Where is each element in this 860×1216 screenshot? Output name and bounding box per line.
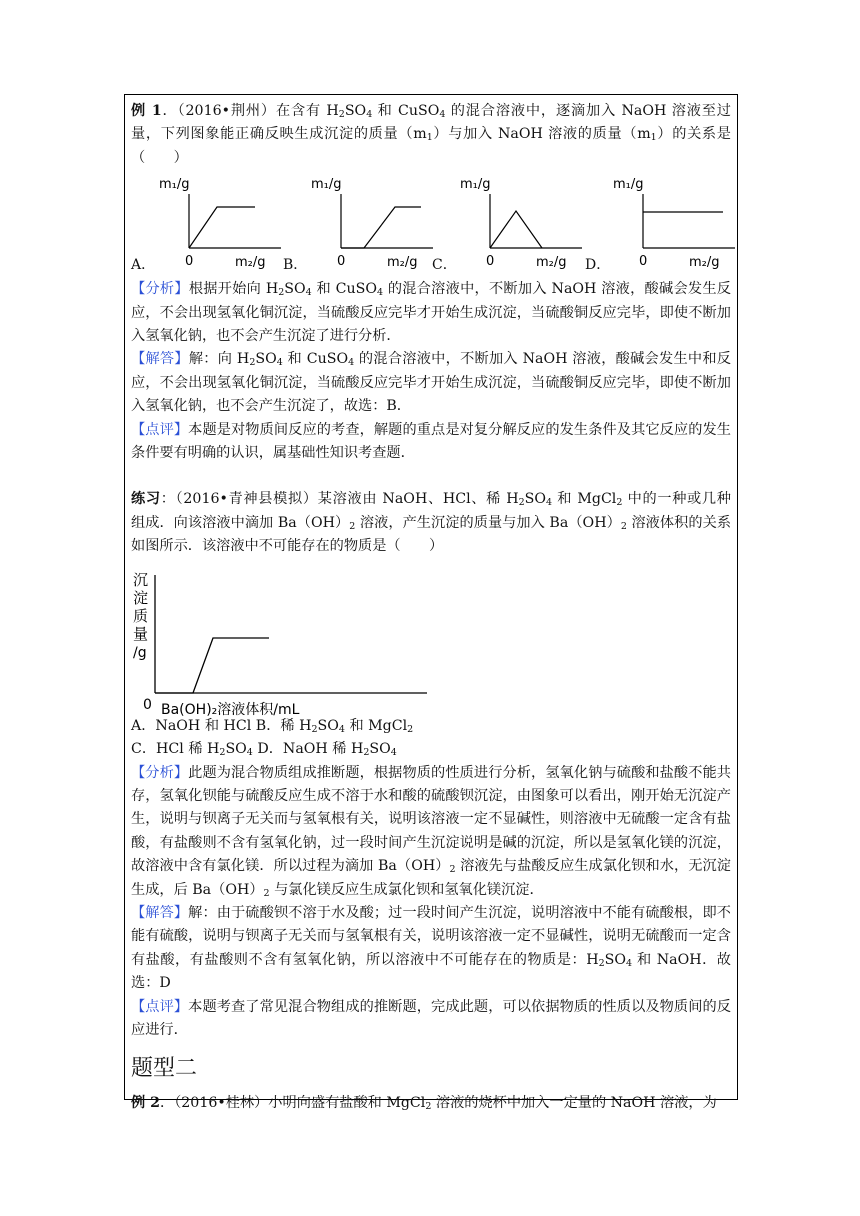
practice-question: 练习：（2016•青神县模拟）某溶液由 NaOH、HCl、稀 $H_2SO_4$ 和 MgCl$_2$ 中的一种或几种 组成．向该溶液中滴加 $Ba(OH)_2$ 溶液，产生沉淀的质量与加入 $Ba(OH)_2$ 溶液体积的关系如图所示．该溶液中不可能存在的物质是（ ） — [131, 491, 746, 555]
practice-ylabel-char-1: 沉 — [133, 570, 149, 589]
example-1-lead: 例 1 — [131, 103, 162, 119]
option-d-ylabel: m₁/g — [613, 177, 644, 193]
practice-curve — [155, 638, 269, 693]
practice-answer: 【解答】解：由于硫酸钡不溶于水及酸；过一段时间产生沉淀，说明溶液中不能有硫酸根，即不能有硫酸，说明与钡离子无关而与氢氧根有关，说明该溶液一定不显碱性，说明无硫酸而一定含有盐酸，有盐酸则不含有氢氧化钠，所以溶液中不可能存在的物质是：$H_2SO_4$ 和 NaOH．故选：D — [131, 904, 731, 992]
practice-ylabel-char-5: /g — [133, 644, 147, 661]
practice-xlabel: Ba(OH)₂溶液体积/mL — [161, 701, 300, 718]
practice-lead: 练习 — [131, 491, 161, 508]
option-d-graph — [611, 170, 741, 278]
option-b-ylabel: m₁/g — [311, 177, 342, 193]
practice-ylabel-char-2: 淀 — [133, 588, 149, 607]
option-b-label: B． — [283, 257, 308, 274]
example-1-answer: 【解答】解：向 $H_2SO_4$ 和 CuSO$_4$ 的混合溶液中，不断加入 NaOH 溶液，酸碱会发生中和反应，不会出现氢氧化铜沉淀，当硫酸反应完毕才开始生成沉淀，当硫酸铜反应完毕，即使不断加入氢氧化钠，也不会产生沉淀了，故选：B． — [131, 351, 731, 415]
example-1-question: 例 1．（2016•荆州）在含有 $H_2SO_4$ 和 CuSO$_4$ 的混合溶液中，逐滴加入 NaOH 溶液至过量，下列图象能正确反映生成沉淀的质量$(m_1)$与加入 NaOH 溶液的质量$(m_1)$的关系是（ ） — [131, 103, 731, 166]
option-a-ylabel: m₁/g — [159, 177, 190, 193]
option-d-xlabel: m₂/g — [689, 255, 720, 271]
option-b-curve — [341, 207, 421, 248]
option-b-origin: 0 — [337, 254, 346, 270]
option-c-label: C． — [432, 257, 457, 274]
option-c-ylabel: m₁/g — [460, 177, 491, 193]
option-c-graph — [458, 170, 588, 278]
analysis-tag: 【分析】 — [131, 764, 189, 781]
section-heading: 题型二 — [131, 1056, 198, 1082]
example-1-analysis: 【分析】根据开始向 $H_2SO_4$ 和 CuSO$_4$ 的混合溶液中，不断加入 NaOH 溶液，酸碱会发生反应，不会出现氢氧化铜沉淀，当硫酸反应完毕才开始生成沉淀，当硫酸铜反应完毕，即使不断加入氢氧化钠，也不会产生沉淀了进行分析． — [131, 281, 731, 345]
example-1-option-charts — [131, 170, 731, 278]
comment-tag: 【点评】 — [131, 998, 189, 1015]
option-a-xlabel: m₂/g — [235, 255, 266, 271]
option-a-curve — [189, 207, 255, 248]
option-a-origin: 0 — [185, 254, 194, 270]
option-c-xlabel: m₂/g — [536, 255, 567, 271]
comment-tag: 【点评】 — [131, 421, 189, 438]
practice-ylabel-char-3: 质 — [133, 606, 149, 625]
practice-comment: 【点评】本题考查了常见混合物组成的推断题，完成此题，可以依据物质的性质以及物质间的反应进行． — [131, 998, 731, 1038]
practice-ylabel-char-4: 量 — [133, 624, 149, 643]
option-a-graph — [157, 170, 287, 278]
practice-origin: 0 — [143, 696, 152, 713]
answer-tag: 【解答】 — [131, 904, 189, 921]
practice-graph-figure — [131, 565, 731, 718]
option-d-label: D． — [585, 257, 611, 274]
option-a-label: A． — [131, 257, 156, 274]
answer-tag: 【解答】 — [131, 351, 189, 368]
option-b-xlabel: m₂/g — [387, 255, 418, 271]
option-c-origin: 0 — [486, 254, 495, 270]
example-2-lead: 例 2 — [131, 1095, 160, 1112]
practice-graph — [131, 571, 431, 721]
practice-options-cd: C．HCl 稀 $H_2SO_4$ D．NaOH 稀 $H_2SO_4$ — [131, 741, 397, 759]
practice-analysis: 【分析】此题为混合物质组成推断题，根据物质的性质进行分析，氢氧化钠与硫酸和盐酸不能共存，氢氧化钡能与硫酸反应生成不溶于水和酸的硫酸钡沉淀，由图象可以看出，刚开始无沉淀产生，说明与钡离子无关而与氢氧根有关，说明该溶液一定不显碱性，则溶液中无硫酸一定含有盐酸，有盐酸则不含有氢氧化钠，过一段时间产生沉淀说明是碱的沉淀，所以是氢氧化镁的沉淀，故溶液中含有氯化镁．所以过程为滴加 $Ba(OH)_2$ 溶液先与盐酸反应生成氯化钡和水，无沉淀生成，后 $Ba(OH)_2$ 与氯化镁反应生成氯化钡和氢氧化镁沉淀． — [131, 764, 731, 899]
document-body — [131, 100, 746, 1116]
practice-options-ab: A．NaOH 和 HCl B．稀 $H_2SO_4$ 和 MgCl$_2$ — [131, 717, 414, 735]
option-c-curve — [490, 211, 542, 248]
example-2-question: 例 2．（2016•桂林）小明向盛有盐酸和 MgCl$_2$ 溶液的烧杯中加入一定量的 NaOH 溶液，为 — [131, 1095, 717, 1113]
option-b-graph — [309, 170, 439, 278]
analysis-tag: 【分析】 — [131, 281, 189, 298]
option-d-origin: 0 — [639, 254, 648, 270]
example-1-comment: 【点评】本题是对物质间反应的考查，解题的重点是对复分解反应的发生条件及其它反应的发生条件要有明确的认识，属基础性知识考查题． — [131, 421, 731, 462]
